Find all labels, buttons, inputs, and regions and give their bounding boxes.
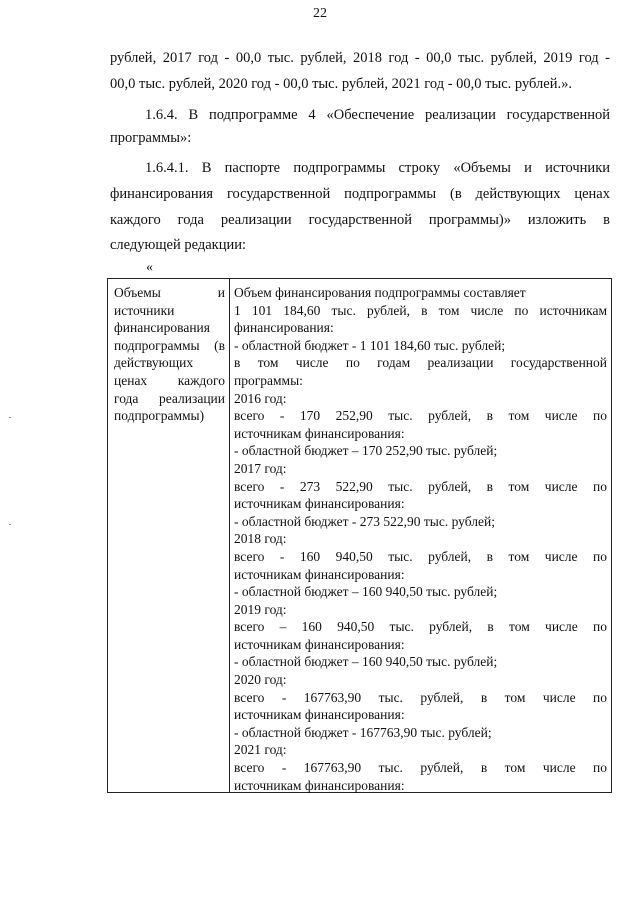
value-line: всего - 160 940,50 тыс. рублей, в том числе по xyxy=(234,548,607,564)
label-line: подпрограммы) xyxy=(114,408,205,424)
value-line: всего – 160 940,50 тыс. рублей, в том числе по xyxy=(234,619,607,635)
table-label-cell xyxy=(108,279,230,792)
value-line: в том числе по годам реализации государственной xyxy=(234,355,607,371)
value-line: всего - 273 522,90 тыс. рублей, в том числе по xyxy=(234,478,607,494)
value-line: всего - 167763,90 тыс. рублей, в том числе по xyxy=(234,760,607,776)
label-line: источники xyxy=(114,302,175,318)
label-line: года реализации xyxy=(114,390,225,406)
value-line: - областной бюджет - 273 522,90 тыс. рублей; xyxy=(234,513,495,529)
label-line: ценах каждого xyxy=(114,372,225,388)
paragraph-line: программы»: xyxy=(110,130,192,146)
financing-table xyxy=(107,278,612,793)
value-line: - областной бюджет – 170 252,90 тыс. рублей; xyxy=(234,443,498,459)
value-line: 2016 год: xyxy=(234,390,287,406)
value-line: 2017 год: xyxy=(234,460,287,476)
paragraph-line: финансирования государственной подпрограммы (в действующих ценах xyxy=(110,186,610,202)
paragraph-line: рублей, 2017 год - 00,0 тыс. рублей, 2018 год - 00,0 тыс. рублей, 2019 год - xyxy=(110,50,610,66)
value-line: финансирования: xyxy=(234,320,334,336)
value-line: 2019 год: xyxy=(234,601,287,617)
paragraph-line: каждого года реализации государственной программы)» изложить в xyxy=(110,212,610,228)
value-line: - областной бюджет - 1 101 184,60 тыс. рублей; xyxy=(234,337,506,353)
value-line: источникам финансирования: xyxy=(234,707,405,723)
value-line: источникам финансирования: xyxy=(234,496,405,512)
scan-mark xyxy=(9,417,11,418)
value-line: источникам финансирования: xyxy=(234,636,405,652)
value-line: - областной бюджет – 160 940,50 тыс. рублей; xyxy=(234,654,498,670)
value-line: 2018 год: xyxy=(234,531,287,547)
page-number: 22 xyxy=(313,6,327,21)
value-line: Объем финансирования подпрограммы составляет xyxy=(234,285,526,300)
value-line: программы: xyxy=(234,372,303,388)
value-line: 2021 год: xyxy=(234,742,287,758)
label-line: подпрограммы (в xyxy=(114,337,225,353)
paragraph-line: 1.6.4.1. В паспорте подпрограммы строку «Объемы и источники xyxy=(145,160,610,176)
table-value-cell xyxy=(230,279,611,792)
opening-quote: « xyxy=(146,260,153,275)
value-line: 2020 год: xyxy=(234,672,287,688)
label-line: Объемы и xyxy=(114,285,225,300)
scan-mark xyxy=(9,524,11,525)
paragraph-line: 1.6.4. В подпрограмме 4 «Обеспечение реализации государственной xyxy=(145,107,610,123)
label-line: финансирования xyxy=(114,320,210,336)
label-line: действующих xyxy=(114,355,194,371)
value-line: источникам финансирования: xyxy=(234,777,405,793)
value-line: - областной бюджет - 167763,90 тыс. рублей; xyxy=(234,724,492,740)
value-line: - областной бюджет – 160 940,50 тыс. рублей; xyxy=(234,584,498,600)
value-line: всего - 167763,90 тыс. рублей, в том числе по xyxy=(234,689,607,705)
paragraph-line: следующей редакции: xyxy=(110,237,247,253)
paragraph-line: 00,0 тыс. рублей, 2020 год - 00,0 тыс. рублей, 2021 год - 00,0 тыс. рублей.». xyxy=(110,76,572,92)
value-line: всего - 170 252,90 тыс. рублей, в том числе по xyxy=(234,408,607,424)
value-line: 1 101 184,60 тыс. рублей, в том числе по источникам xyxy=(234,302,607,318)
value-line: источникам финансирования: xyxy=(234,566,405,582)
value-line: источникам финансирования: xyxy=(234,425,405,441)
